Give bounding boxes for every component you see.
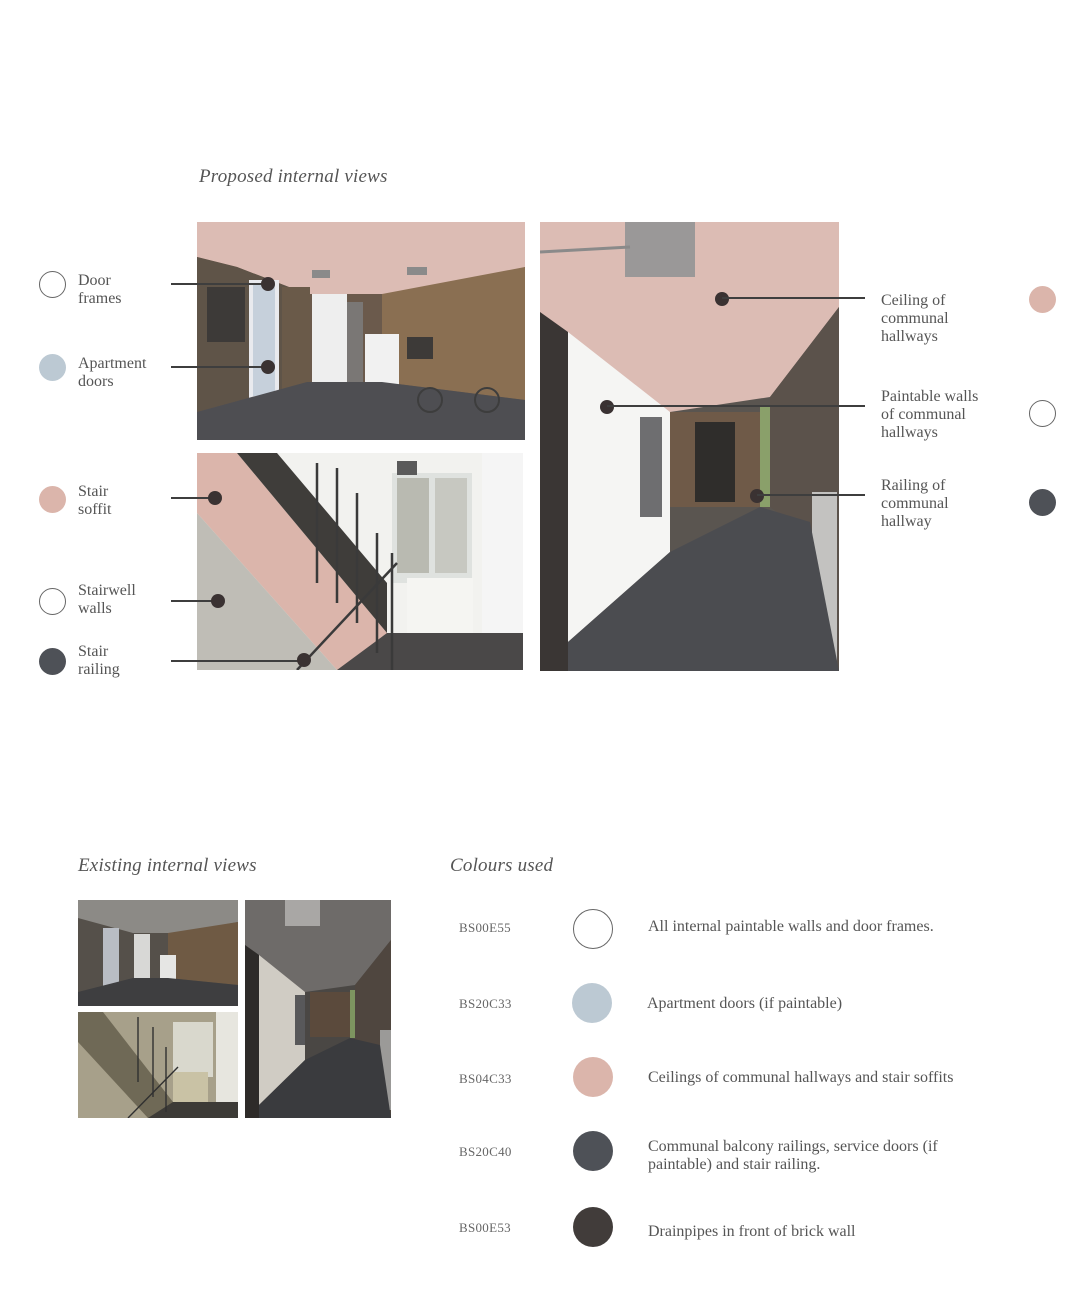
label-ceiling — [881, 292, 949, 346]
leader-dot-ceiling — [715, 292, 729, 306]
colour-code: BS04C33 — [459, 1071, 512, 1086]
label-line: Stair — [78, 483, 109, 500]
swatch-stair-railing — [39, 648, 66, 675]
colour-swatch-blue-grey — [572, 983, 612, 1023]
leader-line-stair-railing — [171, 660, 304, 662]
leader-dot-stairwell-walls — [211, 594, 225, 608]
label-line: frames — [78, 290, 122, 307]
leader-dot-stair-railing — [297, 653, 311, 667]
colour-swatch-charcoal — [573, 1207, 613, 1247]
colour-swatch-white — [573, 909, 613, 949]
colour-description: Drainpipes in front of brick wall — [648, 1223, 856, 1240]
leader-line-apartment-doors — [171, 366, 268, 368]
proposed-photo-long-hallway — [540, 222, 839, 671]
proposed-heading: Proposed internal views — [199, 166, 388, 187]
colours-heading: Colours used — [450, 855, 554, 876]
swatch-door-frames — [39, 271, 66, 298]
label-paintable-walls — [881, 388, 978, 442]
colour-description: Communal balcony railings, service doors (if paintable) and stair railing. — [648, 1138, 938, 1173]
leader-dot-apartment-doors — [261, 360, 275, 374]
label-line: Apartment — [78, 355, 147, 372]
label-line: railing — [78, 661, 120, 678]
colour-code: BS00E53 — [459, 1220, 511, 1235]
label-line: communal — [881, 310, 949, 327]
colour-description: Apartment doors (if paintable) — [647, 995, 843, 1012]
label-line: communal — [881, 495, 949, 512]
swatch-apartment-doors — [39, 354, 66, 381]
colour-code: BS00E55 — [459, 920, 511, 935]
label-line: hallway — [881, 513, 932, 530]
leader-line-door-frames — [171, 283, 268, 285]
leader-dot-door-frames — [261, 277, 275, 291]
leader-dot-railing — [750, 489, 764, 503]
colour-description: All internal paintable walls and door frames. — [648, 918, 934, 935]
swatch-stair-soffit — [39, 486, 66, 513]
proposed-photo-hallway-door — [197, 222, 525, 440]
label-line: doors — [78, 373, 114, 390]
label-line: Railing of — [881, 477, 946, 494]
label-stair-railing — [78, 643, 120, 679]
label-apartment-doors — [78, 355, 146, 391]
label-line: Door — [78, 272, 111, 289]
colour-swatch-dark-grey — [573, 1131, 613, 1171]
swatch-railing — [1029, 489, 1056, 516]
leader-dot-stair-soffit — [208, 491, 222, 505]
existing-heading: Existing internal views — [78, 855, 257, 876]
label-line: hallways — [881, 328, 938, 345]
label-line: Paintable walls — [881, 388, 979, 405]
swatch-stairwell-walls — [39, 588, 66, 615]
label-railing — [881, 477, 949, 531]
existing-photo-stairwell — [78, 1012, 238, 1118]
proposed-photo-stairwell — [197, 453, 523, 670]
label-door-frames — [78, 272, 122, 308]
colour-swatch-pink — [573, 1057, 613, 1097]
label-line: Ceiling of — [881, 292, 946, 309]
label-line: of communal — [881, 406, 966, 423]
label-line: hallways — [881, 424, 938, 441]
colour-code: BS20C33 — [459, 996, 512, 1011]
leader-line-railing — [757, 494, 865, 496]
existing-photo-hallway-door — [78, 900, 238, 1006]
label-line: Stair — [78, 643, 109, 660]
leader-line-paintable-walls — [607, 405, 865, 407]
label-line: soffit — [78, 501, 112, 518]
colour-description: Ceilings of communal hallways and stair soffits — [648, 1069, 954, 1086]
label-line: Stairwell — [78, 582, 136, 599]
swatch-paintable-walls — [1029, 400, 1056, 427]
swatch-ceiling — [1029, 286, 1056, 313]
label-stair-soffit — [78, 483, 111, 519]
leader-line-ceiling — [722, 297, 865, 299]
label-stairwell-walls — [78, 582, 136, 618]
leader-dot-paintable-walls — [600, 400, 614, 414]
existing-photo-long-hallway — [245, 900, 391, 1118]
label-line: walls — [78, 600, 112, 617]
colour-code: BS20C40 — [459, 1144, 512, 1159]
